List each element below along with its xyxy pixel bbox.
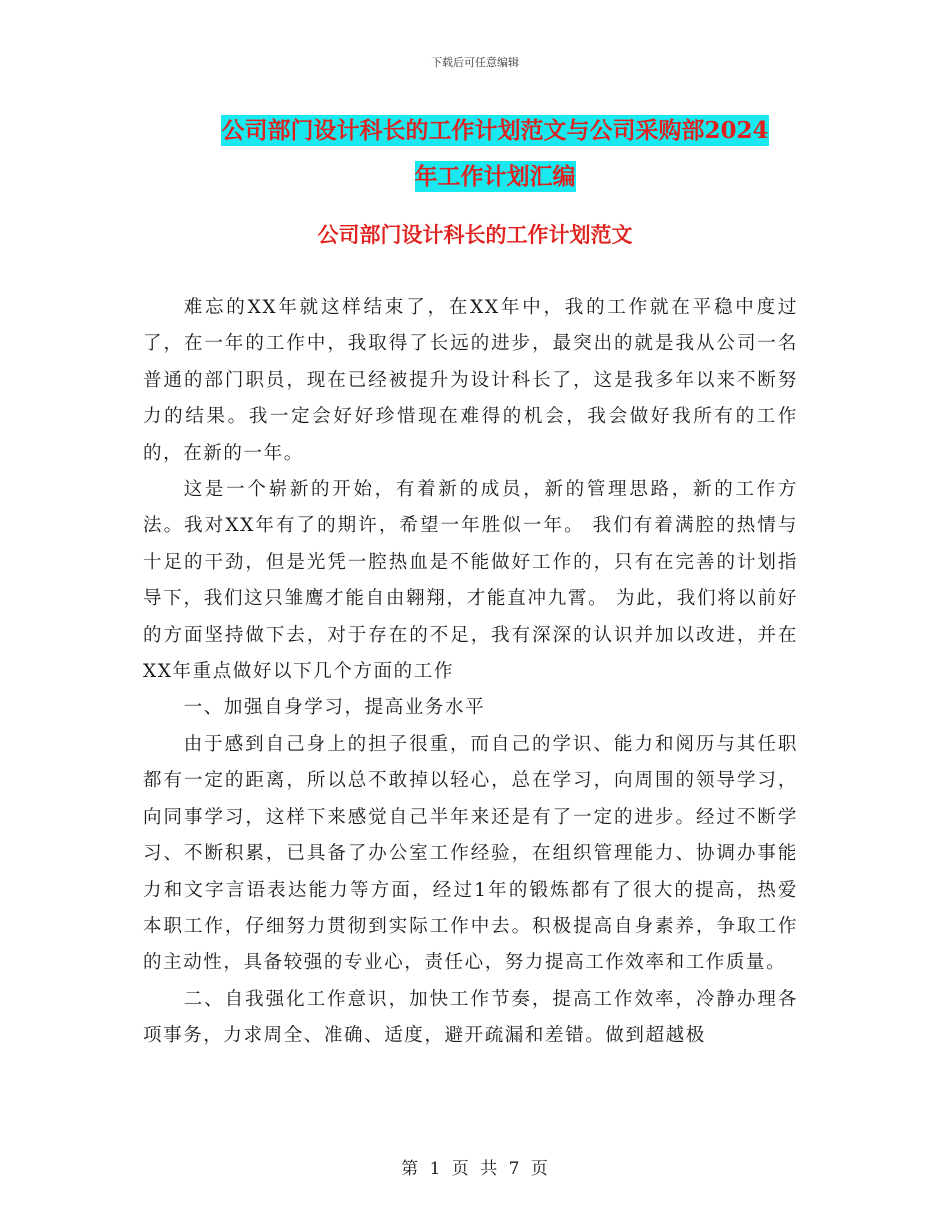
paragraph: 难忘的XX年就这样结束了，在XX年中，我的工作就在平稳中度过了，在一年的工作中，我取得了长远的进步，最突出的就是我从公司一名普通的部门职员，现在已经被提升为设计科长了，这是我多年以来不断努力的结果。我一定会好好珍惜现在难得的机会，我会做好我所有的工作的，在新的一年。 [143,297,798,464]
page-header-note: 下载后可任意编辑 [431,56,519,69]
paragraph: 二、自我强化工作意识，加快工作节奏，提高工作效率，冷静办理各项事务，力求周全、准确、适度，避开疏漏和差错。做到超越极 [143,988,798,1047]
document-body [143,290,798,1055]
paragraph-heading: 一、加强自身学习，提高业务水平 [183,697,486,719]
paragraph: 由于感到自己身上的担子很重，而自己的学识、能力和阅历与其任职都有一定的距离，所以总不敢掉以轻心，总在学习，向周围的领导学习，向同事学习，这样下来感觉自己半年来还是有了一定的进步。经过不断学习、不断积累，已具备了办公室工作经验，在组织管理能力、协调办事能力和文字言语表达能力等方面，经过1年的锻炼都有了很大的提高，热爱本职工作，仔细努力贯彻到实际工作中去。积极提高自身素养，争取工作的主动性，具备较强的专业心，责任心，努力提高工作效率和工作质量。 [143,733,798,974]
document-title-line-1: 公司部门设计科长的工作计划范文与公司采购部2024 [221,117,769,144]
document-title-line-2: 年工作计划汇编 [414,163,576,190]
page-number-footer: 第 1 页 共 7 页 [401,1159,549,1179]
section-title: 公司部门设计科长的工作计划范文 [317,222,633,247]
document-title [180,108,810,200]
paragraph: 这是一个崭新的开始，有着新的成员，新的管理思路，新的工作方法。我对XX年有了的期许，希望一年胜似一年。 我们有着满腔的热情与十足的干劲，但是光凭一腔热血是不能做好工作的，只有在完善的计划指导下，我们这只雏鹰才能自由翱翔，才能直冲九霄。 为此，我们将以前好的方面坚持做下去，对于存在的不足，我有深深的认识并加以改进，并在XX年重点做好以下几个方面的工作 [143,479,798,683]
